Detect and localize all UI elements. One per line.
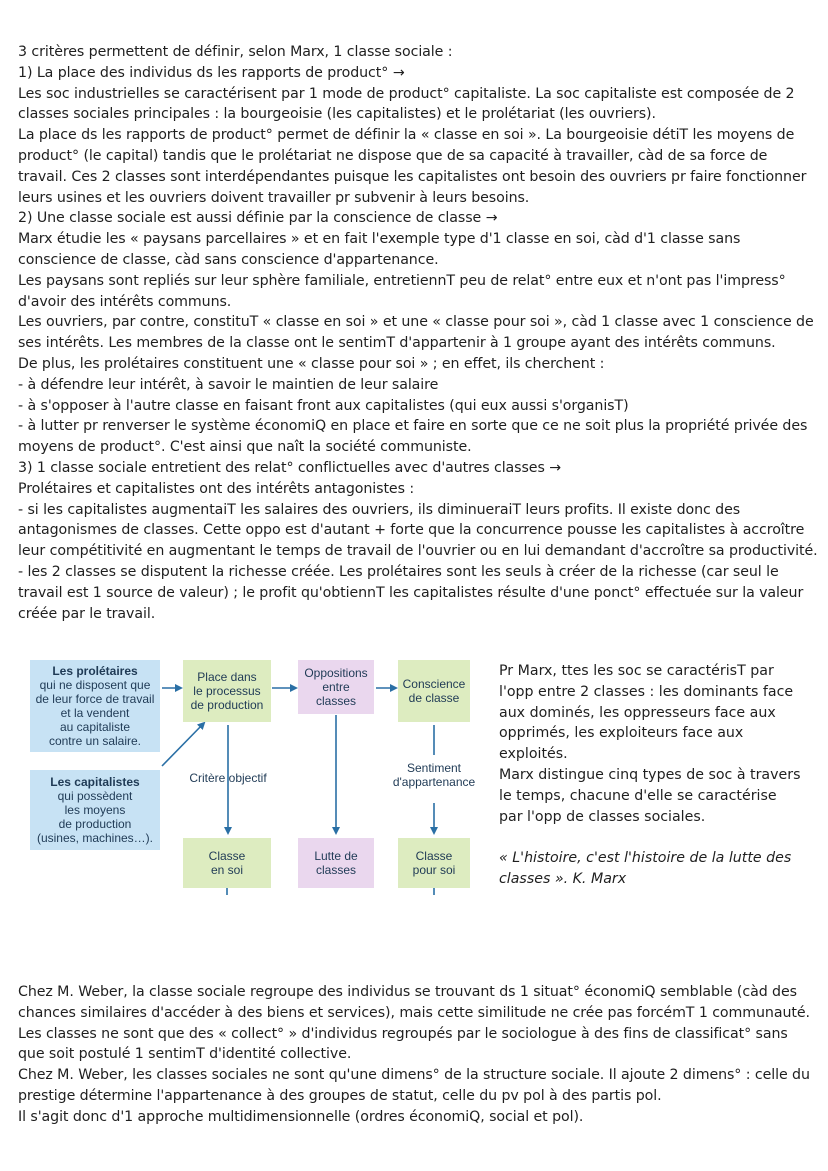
capitalistes-title: Les capitalistes (50, 775, 140, 789)
intro-paragraph: De plus, les prolétaires constituent une « classe pour soi » ; en effet, ils cherchent : (18, 355, 605, 372)
classe-en-soi-box: Classe en soi (183, 838, 271, 888)
intro-paragraph: Les ouvriers, par contre, constituT « classe en soi » et une « classe pour soi », càd 1 classe avec 1 conscience de ses intérêts. Les membres de la classe ont le sentimT d'appartenir à 1 groupe ayant des intérêts communs. (18, 314, 814, 352)
bottom-paragraph: Il s'agit donc d'1 approche multidimensionnelle (ordres économiQ, social et pol). (18, 1108, 584, 1125)
capitalistes-box (30, 770, 160, 850)
bottom-paragraph: Chez M. Weber, les classes sociales ne sont qu'une dimens° de la structure sociale. Il ajoute 2 dimens° : celle du prestige détermine l'appartenance à des groupes de statut, celle du pv pol à des partis pol. (18, 1067, 810, 1104)
side-paragraph: Marx distingue cinq types de soc à travers le temps, chacune d'elle se caractérise par l'opp de classes sociales. (499, 766, 801, 825)
place-production-box: Place dans le processus de production (183, 660, 271, 722)
intro-paragraph: La place ds les rapports de product° permet de définir la « classe en soi ». La bourgeoisie détiT les moyens de product° (le capital) tandis que le prolétariat ne dispose que de sa capacité à travailler, càd de sa force de travail. Ces 2 classes sont interdépendantes puisque les capitalistes ont besoin des ouvriers pr faire fonctionner leurs usines et les ouvriers doivent travailler pr subvenir à leurs besoins. (18, 127, 807, 206)
classe-pour-soi-box: Classe pour soi (398, 838, 470, 888)
proletaires-description: qui ne disposent que de leur force de travail et la vendent au capitaliste contre un salaire. (35, 678, 155, 748)
bracket-en-soi-pour-soi (227, 888, 434, 895)
sentiment-appartenance-label: Sentiment d'appartenance (392, 761, 476, 789)
oppositions-box: Oppositions entre classes (298, 660, 374, 714)
intro-paragraph: Prolétaires et capitalistes ont des intérêts antagonistes : (18, 480, 415, 497)
conscience-box: Conscience de classe (398, 660, 470, 722)
critere-objectif-label: Critère objectif (189, 771, 267, 785)
lutte-de-classes-box: Lutte de classes (298, 838, 374, 888)
intro-paragraph: - à défendre leur intérêt, à savoir le maintien de leur salaire (18, 376, 439, 393)
intro-paragraph: 1) La place des individus ds les rapports de product° → (18, 64, 405, 81)
marx-quote: « L'histoire, c'est l'histoire de la lutte des classes ». K. Marx (499, 850, 792, 887)
weber-text (18, 982, 818, 1128)
side-text (499, 661, 804, 890)
intro-paragraph: - à s'opposer à l'autre classe en faisant front aux capitalistes (qui eux aussi s'organisT) (18, 397, 629, 414)
intro-paragraph: - les 2 classes se disputent la richesse créée. Les prolétaires sont les seuls à créer de la richesse (car seul le travail est 1 source de valeur) ; le profit qu'obtiennT les capitalistes résulte d'une ponct° effectuée sur la valeur créée par le travail. (18, 563, 804, 622)
intro-paragraph: 3) 1 classe sociale entretient des relat° conflictuelles avec d'autres classes → (18, 459, 561, 476)
intro-text (18, 42, 818, 624)
capitalistes-description: qui possèdent les moyens de production (usines, machines…). (36, 789, 154, 845)
intro-paragraph: - si les capitalistes augmentaiT les salaires des ouvriers, ils diminueraiT leurs profits. Il existe donc des antagonismes de classes. Cette oppo est d'autant + forte que la concurrence pousse les capitalistes à accroître leur compétitivité en augmentant le temps de travail de l'ouvrier ou en lui demandant d'accroître sa productivité. (18, 501, 818, 560)
intro-paragraph: Les soc industrielles se caractérisent par 1 mode de product° capitaliste. La soc capitaliste est composée de 2 classes sociales principales : la bourgeoisie (les capitalistes) et le prolétariat (les ouvriers). (18, 85, 795, 123)
proletaires-title: Les prolétaires (52, 664, 138, 678)
intro-paragraph: 3 critères permettent de définir, selon Marx, 1 classe sociale : (18, 44, 453, 60)
side-paragraph: Pr Marx, ttes les soc se caractérisT par l'opp entre 2 classes : les dominants face aux dominés, les oppresseurs face aux opprimés, les exploiteurs face aux exploités. (499, 663, 794, 763)
intro-paragraph: 2) Une classe sociale est aussi définie par la conscience de classe → (18, 210, 498, 227)
arrow-capitalistes-to-place (162, 723, 204, 766)
intro-paragraph: - à lutter pr renverser le système économiQ en place et faire en sorte que ce ne soit plus la propriété privée des moyens de product°. C'est ainsi que naît la société communiste. (18, 418, 808, 456)
proletaires-box (30, 660, 160, 752)
intro-paragraph: Marx étudie les « paysans parcellaires » et en fait l'exemple type d'1 classe en soi, càd d'1 classe sans conscience de classe, càd sans conscience d'appartenance. (18, 231, 741, 268)
class-diagram (18, 655, 488, 895)
intro-paragraph: Les paysans sont repliés sur leur sphère familiale, entretiennT peu de relat° entre eux et n'ont pas l'impress° d'avoir des intérêts communs. (18, 272, 786, 310)
bottom-paragraph: Chez M. Weber, la classe sociale regroupe des individus se trouvant ds 1 situat° économiQ semblable (càd des chances similaires d'accéder à des biens et services), mais cette similitude ne crée pas forcémT 1 communauté. Les classes ne sont que des « collect° » d'individus regroupés par le sociologue à des fins de classificat° sans que soit postulé 1 sentimT d'identité collective. (18, 984, 810, 1063)
